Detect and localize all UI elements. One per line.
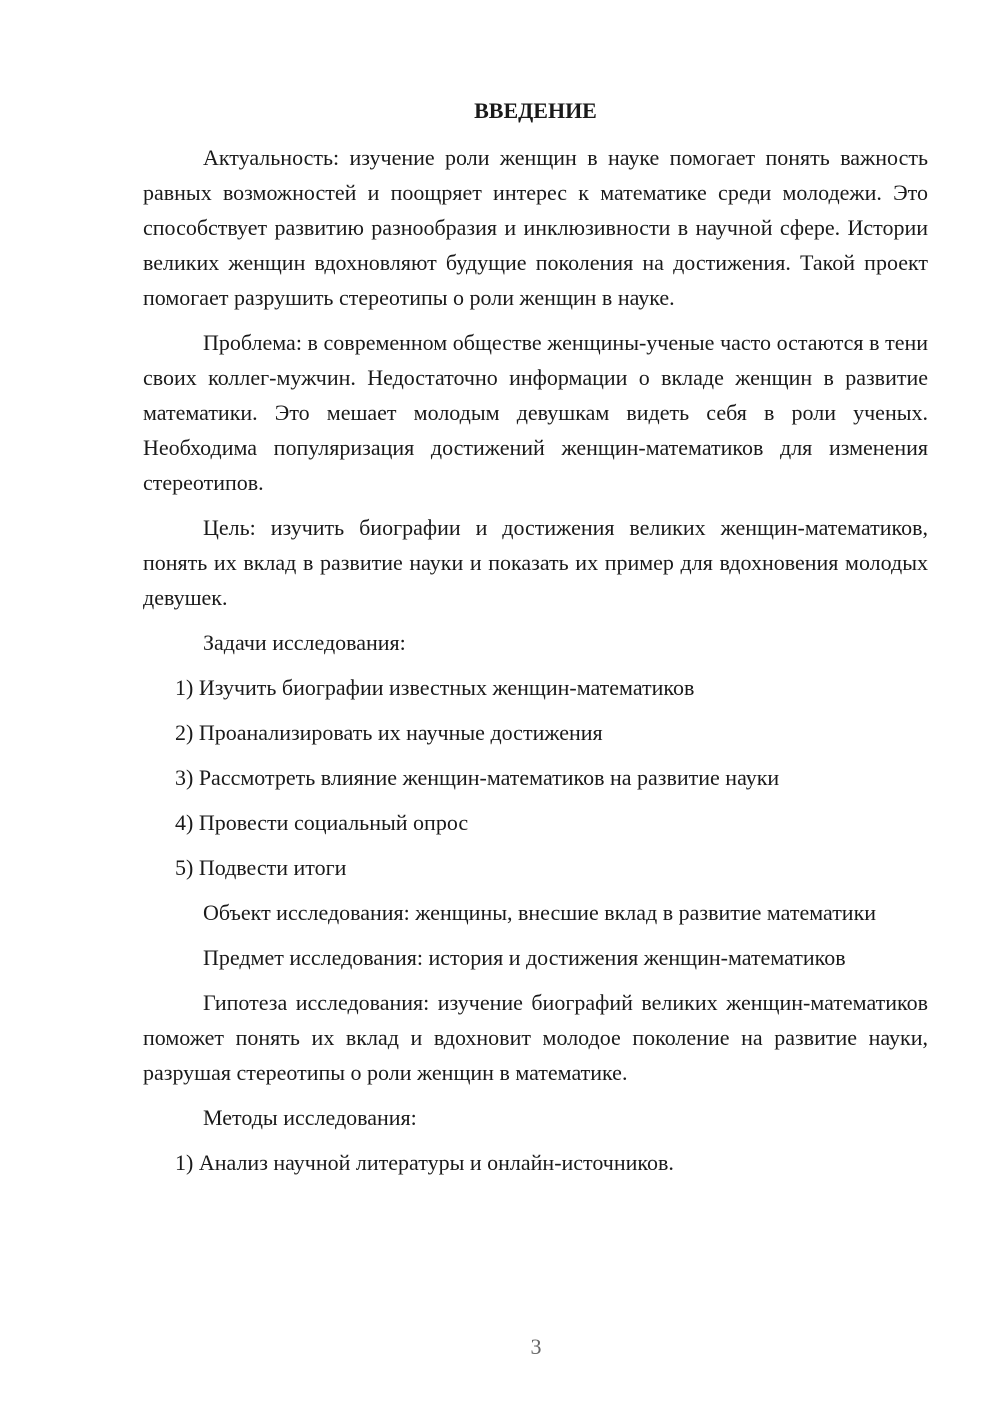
list-item: 4) Провести социальный опрос [175,810,469,835]
page-number: 3 [530,1334,542,1359]
list-item: 1) Изучить биографии известных женщин-математиков [175,675,695,700]
tasks-list [143,670,928,885]
tasks-title: Задачи исследования: [203,630,406,655]
problem-paragraph: Проблема: в современном обществе женщины-ученые часто остаются в тени своих коллег-мужчин. Недостаточно информации о вкладе женщин в развитие математики. Это мешает молодым девушкам видеть себя в роли ученых. Необходима популяризация достижений женщин-математиков для изменения стереотипов. [143,330,928,495]
hypothesis-paragraph: Гипотеза исследования: изучение биографий великих женщин-математиков поможет понять их вклад и вдохновит молодое поколение на развитие науки, разрушая стереотипы о роли женщин в математике. [143,990,928,1085]
section-heading: ВВЕДЕНИЕ [474,98,597,123]
object-paragraph: Объект исследования: женщины, внесшие вклад в развитие математики [203,900,877,925]
document-page [143,96,928,1190]
relevance-paragraph: Актуальность: изучение роли женщин в науке помогает понять важность равных возможностей и поощряет интерес к математике среди молодежи. Это способствует развитию разнообразия и инклюзивности в научной сфере. Истории великих женщин вдохновляют будущие поколения на достижения. Такой проект помогает разрушить стереотипы о роли женщин в науке. [143,145,928,310]
list-item: 3) Рассмотреть влияние женщин-математиков на развитие науки [175,765,780,790]
subject-paragraph: Предмет исследования: история и достижения женщин-математиков [203,945,846,970]
list-item: 2) Проанализировать их научные достижения [175,720,603,745]
goal-paragraph: Цель: изучить биографии и достижения великих женщин-математиков, понять их вклад в развитие науки и показать их пример для вдохновения молодых девушек. [143,515,928,610]
methods-title: Методы исследования: [203,1105,417,1130]
list-item: 5) Подвести итоги [175,855,347,880]
list-item: 1) Анализ научной литературы и онлайн-источников. [175,1150,674,1175]
methods-list [143,1145,928,1180]
